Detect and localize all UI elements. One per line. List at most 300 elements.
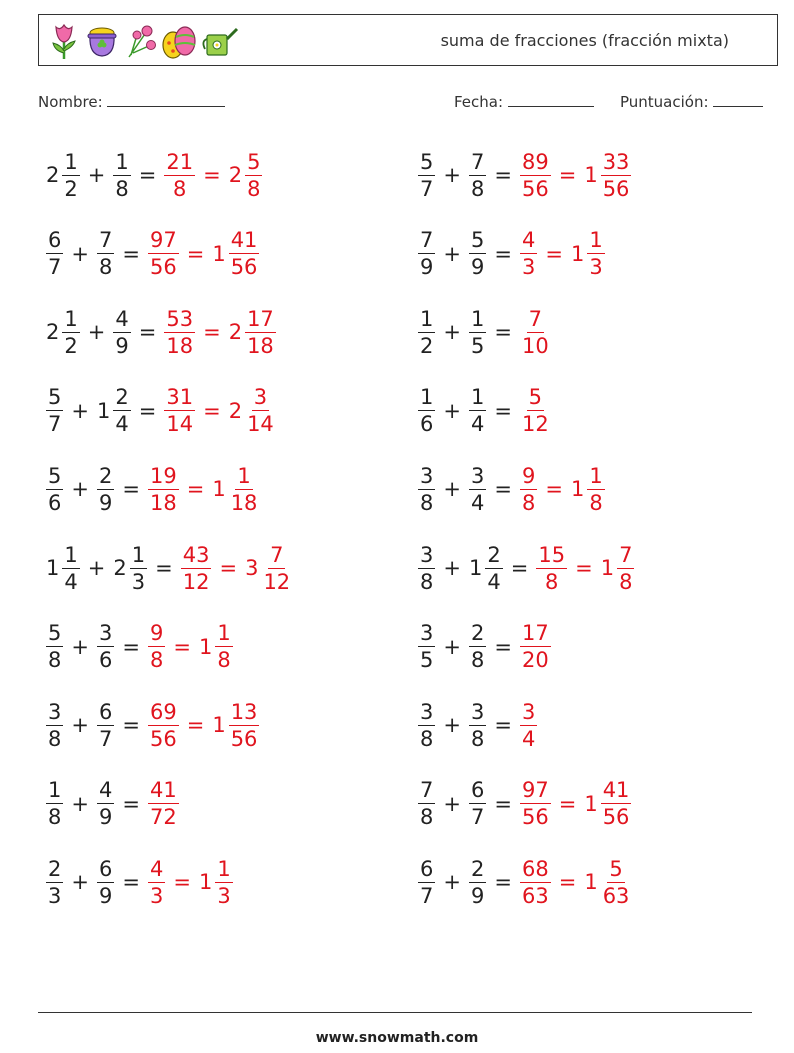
addend-a-whole: 2	[46, 163, 60, 187]
equals-sign: =	[494, 320, 512, 345]
addend-a-numerator: 1	[420, 385, 434, 410]
addend-a-denominator: 8	[48, 648, 62, 673]
addend-b-fraction	[97, 699, 114, 752]
answer-numerator: 4	[521, 228, 536, 253]
mixed-answer-whole: 2	[228, 320, 243, 345]
addend-b-denominator: 7	[98, 726, 113, 751]
addend-a-fraction	[418, 620, 435, 673]
mixed-answer-denominator: 8	[619, 569, 633, 594]
mixed-answer-fraction	[245, 306, 276, 359]
addend-a-numerator: 7	[420, 228, 434, 253]
addend-b-denominator: 6	[98, 648, 113, 673]
mixed-answer-numerator: 17	[247, 306, 274, 331]
plus-sign: +	[71, 791, 89, 816]
addend-b-numerator: 6	[98, 699, 113, 724]
plus-sign: +	[87, 163, 106, 187]
answer-denominator: 10	[521, 333, 549, 358]
answer-fraction	[148, 777, 179, 830]
addend-b-numerator: 5	[470, 228, 485, 253]
equals-sign: =	[494, 241, 512, 266]
addend-b-fraction	[469, 699, 486, 752]
equals-sign: =	[138, 320, 157, 345]
mixed-answer-whole: 1	[570, 477, 585, 502]
addend-a-fraction	[418, 149, 435, 202]
addend-b-denominator: 8	[470, 176, 485, 201]
equals-sign: =	[558, 870, 577, 895]
addend-a-denominator: 8	[420, 726, 434, 751]
addend-a-numerator: 3	[420, 542, 434, 567]
mixed-answer-denominator: 18	[230, 490, 258, 515]
worksheet-header	[38, 14, 778, 66]
addend-a-denominator: 6	[48, 490, 62, 515]
equals-sign: =	[186, 477, 205, 502]
answer-numerator: 31	[166, 385, 194, 410]
equals-sign: =	[545, 477, 563, 502]
equals-sign: =	[494, 477, 512, 502]
equals-sign: =	[173, 870, 191, 895]
tulip-icon	[47, 21, 81, 61]
answer-numerator: 15	[538, 542, 566, 567]
mixed-answer-whole: 1	[600, 556, 615, 580]
addend-b-numerator: 1	[131, 542, 146, 567]
addend-a-numerator: 3	[420, 621, 434, 646]
mixed-answer-fraction	[245, 384, 276, 437]
addend-a-fraction	[62, 542, 79, 595]
addend-b-numerator: 3	[470, 699, 485, 724]
mixed-answer-whole: 1	[212, 241, 226, 266]
addend-a-numerator: 1	[64, 306, 78, 331]
addend-a-numerator: 3	[420, 463, 434, 488]
answer-denominator: 14	[166, 412, 194, 437]
addend-b-denominator: 3	[131, 569, 146, 594]
mixed-answer-numerator: 41	[230, 228, 258, 253]
answer-denominator: 4	[521, 726, 536, 751]
mixed-answer-denominator: 18	[247, 333, 274, 358]
addend-b-denominator: 4	[115, 412, 129, 437]
problem-item	[44, 694, 261, 756]
answer-numerator: 19	[149, 463, 177, 488]
addend-b-fraction	[469, 227, 486, 280]
mixed-answer-denominator: 3	[589, 255, 603, 280]
addend-a-denominator: 8	[420, 805, 434, 830]
flowers-icon	[123, 21, 157, 61]
footer-divider	[38, 1012, 752, 1013]
mixed-answer-numerator: 3	[253, 385, 268, 410]
mixed-answer-whole: 3	[245, 556, 259, 580]
answer-fraction	[164, 306, 195, 359]
problem-item	[44, 223, 261, 285]
addend-b-denominator: 9	[98, 490, 113, 515]
addend-b-numerator: 3	[98, 621, 113, 646]
mixed-answer-numerator: 1	[589, 463, 603, 488]
plus-sign: +	[71, 241, 89, 266]
addend-a-denominator: 8	[48, 805, 62, 830]
answer-numerator: 43	[182, 542, 210, 567]
mixed-answer-fraction	[229, 463, 260, 516]
problem-item	[44, 144, 264, 206]
equals-sign: =	[186, 713, 205, 738]
answer-fraction	[520, 463, 537, 516]
mixed-answer-fraction	[261, 542, 292, 595]
mixed-answer-whole: 2	[228, 163, 243, 187]
equals-sign: =	[122, 241, 140, 266]
equals-sign: =	[122, 713, 140, 738]
addend-b-numerator: 1	[470, 306, 485, 331]
addend-a-fraction	[46, 463, 63, 516]
addend-a-fraction	[418, 306, 435, 359]
addend-a-denominator: 8	[48, 726, 62, 751]
addend-b-fraction	[97, 620, 114, 673]
answer-denominator: 8	[173, 176, 187, 201]
pot-of-gold-icon	[85, 21, 119, 61]
addend-b-numerator: 1	[470, 385, 485, 410]
addend-a-numerator: 1	[64, 149, 78, 174]
equals-sign: =	[494, 163, 512, 187]
mixed-answer-fraction	[229, 699, 260, 752]
answer-denominator: 3	[149, 883, 164, 908]
problem-item	[416, 616, 553, 678]
footer-url: www.snowmath.com	[315, 1030, 479, 1046]
mixed-answer-fraction	[215, 856, 232, 909]
answer-denominator: 56	[521, 176, 549, 201]
addend-b-fraction	[113, 149, 130, 202]
addend-a-numerator: 3	[48, 699, 62, 724]
addend-b-denominator: 8	[115, 176, 129, 201]
equals-sign: =	[203, 320, 221, 345]
addend-a-fraction	[418, 463, 435, 516]
mixed-answer-whole: 1	[212, 477, 226, 502]
addend-b-numerator: 2	[470, 856, 485, 881]
plus-sign: +	[443, 241, 461, 266]
addend-b-numerator: 2	[487, 542, 501, 567]
mixed-answer-fraction	[229, 227, 260, 280]
answer-fraction	[148, 699, 179, 752]
mixed-answer-numerator: 1	[217, 621, 231, 646]
answer-fraction	[520, 699, 537, 752]
addend-a-fraction	[46, 227, 63, 280]
mixed-answer-denominator: 56	[602, 176, 630, 201]
plus-sign: +	[87, 556, 106, 580]
answer-numerator: 89	[521, 149, 549, 174]
answer-numerator: 4	[149, 856, 164, 881]
problem-item	[416, 144, 633, 206]
answer-numerator: 97	[149, 228, 177, 253]
addend-b-denominator: 5	[470, 333, 485, 358]
plus-sign: +	[71, 713, 89, 738]
answer-fraction	[520, 620, 551, 673]
mixed-answer-fraction	[601, 149, 632, 202]
answer-denominator: 12	[182, 569, 210, 594]
mixed-answer-denominator: 56	[602, 805, 630, 830]
mixed-answer-numerator: 5	[247, 149, 261, 174]
answer-numerator: 97	[521, 778, 549, 803]
problem-item	[416, 380, 553, 442]
answer-denominator: 63	[521, 883, 549, 908]
equals-sign: =	[558, 163, 577, 187]
answer-denominator: 8	[149, 648, 164, 673]
mixed-answer-whole: 1	[570, 241, 585, 266]
name-label: Nombre:	[38, 93, 103, 111]
answer-numerator: 9	[149, 621, 164, 646]
addend-b-numerator: 7	[470, 149, 485, 174]
mixed-answer-numerator: 5	[609, 856, 623, 881]
name-blank	[107, 92, 225, 107]
answer-denominator: 56	[149, 726, 177, 751]
addend-a-numerator: 5	[48, 385, 62, 410]
addend-b-whole: 1	[96, 398, 111, 423]
mixed-answer-denominator: 8	[589, 490, 603, 515]
mixed-answer-denominator: 56	[230, 255, 258, 280]
addend-a-numerator: 3	[420, 699, 434, 724]
equals-sign: =	[575, 556, 593, 580]
answer-fraction	[520, 384, 551, 437]
plus-sign: +	[443, 163, 461, 187]
equals-sign: =	[203, 398, 221, 423]
addend-a-denominator: 8	[420, 490, 434, 515]
answer-fraction	[148, 227, 179, 280]
problem-item	[416, 773, 633, 835]
addend-a-numerator: 1	[64, 542, 78, 567]
answer-denominator: 12	[521, 412, 549, 437]
addend-a-numerator: 7	[420, 778, 434, 803]
addend-a-numerator: 6	[48, 228, 62, 253]
mixed-answer-denominator: 14	[247, 412, 274, 437]
mixed-answer-whole: 1	[198, 870, 213, 895]
mixed-answer-numerator: 13	[230, 699, 258, 724]
plus-sign: +	[443, 556, 461, 580]
addend-b-numerator: 4	[98, 778, 113, 803]
watering-can-icon	[201, 21, 239, 61]
addend-a-fraction	[418, 384, 435, 437]
answer-denominator: 20	[521, 648, 549, 673]
plus-sign: +	[71, 477, 89, 502]
addend-a-fraction	[46, 856, 63, 909]
answer-fraction	[164, 149, 195, 202]
answer-denominator: 56	[149, 255, 177, 280]
addend-a-fraction	[418, 856, 435, 909]
mixed-answer-denominator: 56	[230, 726, 258, 751]
answer-fraction	[148, 620, 165, 673]
worksheet-title: suma de fracciones (fracción mixta)	[440, 31, 729, 50]
mixed-answer-fraction	[587, 463, 604, 516]
addend-b-fraction	[469, 463, 486, 516]
plus-sign: +	[71, 870, 89, 895]
mixed-answer-numerator: 7	[270, 542, 284, 567]
addend-a-fraction	[46, 777, 63, 830]
addend-a-fraction	[418, 699, 435, 752]
addend-b-denominator: 9	[98, 805, 113, 830]
mixed-answer-numerator: 1	[217, 856, 231, 881]
addend-a-whole: 2	[46, 320, 60, 345]
equals-sign: =	[494, 713, 512, 738]
addend-b-denominator: 9	[470, 255, 485, 280]
answer-denominator: 18	[149, 490, 177, 515]
date-field	[454, 92, 594, 111]
addend-a-numerator: 5	[48, 621, 62, 646]
mixed-answer-fraction	[245, 149, 262, 202]
addend-b-numerator: 6	[98, 856, 113, 881]
mixed-answer-numerator: 7	[619, 542, 633, 567]
addend-a-denominator: 8	[420, 569, 434, 594]
problem-item	[44, 537, 294, 599]
answer-numerator: 69	[149, 699, 177, 724]
mixed-answer-fraction	[617, 542, 634, 595]
answer-denominator: 18	[166, 333, 194, 358]
problem-item	[44, 851, 235, 913]
addend-b-denominator: 8	[470, 648, 485, 673]
addend-b-fraction	[97, 777, 114, 830]
score-label: Puntuación:	[620, 93, 709, 111]
addend-b-fraction	[469, 856, 486, 909]
addend-a-numerator: 6	[420, 856, 434, 881]
addend-b-denominator: 4	[470, 412, 485, 437]
addend-a-numerator: 5	[48, 463, 62, 488]
addend-a-denominator: 7	[420, 176, 434, 201]
problem-item	[416, 694, 539, 756]
addend-a-denominator: 2	[64, 333, 78, 358]
name-field	[38, 92, 225, 111]
addend-b-denominator: 9	[115, 333, 129, 358]
addend-b-numerator: 2	[115, 385, 129, 410]
mixed-answer-fraction	[215, 620, 232, 673]
plus-sign: +	[71, 634, 89, 659]
plus-sign: +	[443, 320, 461, 345]
problem-item	[44, 458, 261, 520]
answer-numerator: 17	[521, 621, 549, 646]
addend-b-denominator: 7	[470, 805, 485, 830]
addend-a-fraction	[46, 384, 63, 437]
equals-sign: =	[510, 556, 529, 580]
answer-fraction	[520, 856, 551, 909]
problem-item	[416, 223, 607, 285]
answer-fraction	[520, 777, 551, 830]
answer-numerator: 9	[521, 463, 536, 488]
addend-a-denominator: 4	[64, 569, 78, 594]
answer-numerator: 3	[521, 699, 536, 724]
addend-b-whole: 2	[113, 556, 127, 580]
addend-b-denominator: 9	[98, 883, 113, 908]
equals-sign: =	[558, 791, 577, 816]
plus-sign: +	[71, 398, 89, 423]
addend-a-whole: 1	[46, 556, 60, 580]
equals-sign: =	[155, 556, 173, 580]
plus-sign: +	[443, 398, 461, 423]
header-icons	[47, 21, 239, 61]
equals-sign: =	[138, 398, 157, 423]
equals-sign: =	[122, 634, 140, 659]
mixed-answer-denominator: 12	[263, 569, 291, 594]
problem-item	[416, 458, 607, 520]
equals-sign: =	[494, 791, 512, 816]
addend-b-fraction	[113, 306, 130, 359]
addend-b-fraction	[97, 856, 114, 909]
score-blank	[713, 92, 763, 107]
answer-fraction	[148, 463, 179, 516]
mixed-answer-fraction	[601, 777, 632, 830]
addend-b-fraction	[469, 384, 486, 437]
mixed-answer-whole: 1	[198, 634, 213, 659]
answer-fraction	[148, 856, 165, 909]
problem-item	[44, 773, 181, 835]
addend-b-numerator: 3	[470, 463, 485, 488]
mixed-answer-whole: 1	[584, 791, 598, 816]
equals-sign: =	[173, 634, 191, 659]
answer-numerator: 7	[528, 306, 543, 331]
equals-sign: =	[545, 241, 563, 266]
mixed-answer-numerator: 41	[602, 778, 630, 803]
answer-fraction	[520, 227, 537, 280]
mixed-answer-whole: 1	[212, 713, 226, 738]
mixed-answer-fraction	[587, 227, 604, 280]
plus-sign: +	[443, 870, 461, 895]
addend-a-denominator: 3	[48, 883, 62, 908]
addend-b-denominator: 8	[98, 255, 113, 280]
addend-a-numerator: 1	[420, 306, 434, 331]
answer-numerator: 68	[521, 856, 549, 881]
mixed-answer-whole: 2	[228, 398, 243, 423]
addend-a-denominator: 6	[420, 412, 434, 437]
addend-b-numerator: 4	[115, 306, 129, 331]
addend-a-fraction	[62, 306, 79, 359]
mixed-answer-whole: 1	[584, 870, 598, 895]
answer-denominator: 8	[521, 490, 536, 515]
addend-b-fraction	[97, 463, 114, 516]
addend-a-fraction	[62, 149, 79, 202]
answer-numerator: 5	[528, 385, 543, 410]
addend-b-whole: 1	[468, 556, 483, 580]
addend-b-fraction	[113, 384, 130, 437]
answer-denominator: 8	[545, 569, 559, 594]
problem-item	[44, 616, 235, 678]
answer-denominator: 72	[149, 805, 177, 830]
date-label: Fecha:	[454, 93, 504, 111]
mixed-answer-denominator: 8	[217, 648, 231, 673]
plus-sign: +	[443, 713, 461, 738]
equals-sign: =	[122, 477, 140, 502]
addend-b-numerator: 2	[470, 621, 485, 646]
addend-b-numerator: 6	[470, 778, 485, 803]
addend-a-fraction	[46, 699, 63, 752]
equals-sign: =	[219, 556, 238, 580]
plus-sign: +	[87, 320, 106, 345]
answer-fraction	[520, 306, 551, 359]
addend-a-denominator: 7	[48, 255, 62, 280]
addend-b-fraction	[469, 777, 486, 830]
answer-fraction	[164, 384, 195, 437]
answer-denominator: 56	[521, 805, 549, 830]
equals-sign: =	[122, 870, 140, 895]
addend-b-denominator: 4	[487, 569, 501, 594]
answer-fraction	[536, 542, 567, 595]
equals-sign: =	[186, 241, 205, 266]
addend-b-numerator: 1	[115, 149, 129, 174]
answer-numerator: 21	[166, 149, 194, 174]
easter-eggs-icon	[161, 21, 197, 61]
addend-a-denominator: 2	[420, 333, 434, 358]
addend-b-denominator: 4	[470, 490, 485, 515]
equals-sign: =	[494, 870, 512, 895]
mixed-answer-numerator: 1	[589, 228, 603, 253]
mixed-answer-fraction	[601, 856, 632, 909]
addend-b-fraction	[97, 227, 114, 280]
score-field	[620, 92, 763, 111]
answer-fraction	[181, 542, 212, 595]
plus-sign: +	[443, 634, 461, 659]
answer-numerator: 53	[166, 306, 194, 331]
addend-b-fraction	[130, 542, 147, 595]
plus-sign: +	[443, 791, 461, 816]
addend-a-fraction	[418, 542, 435, 595]
